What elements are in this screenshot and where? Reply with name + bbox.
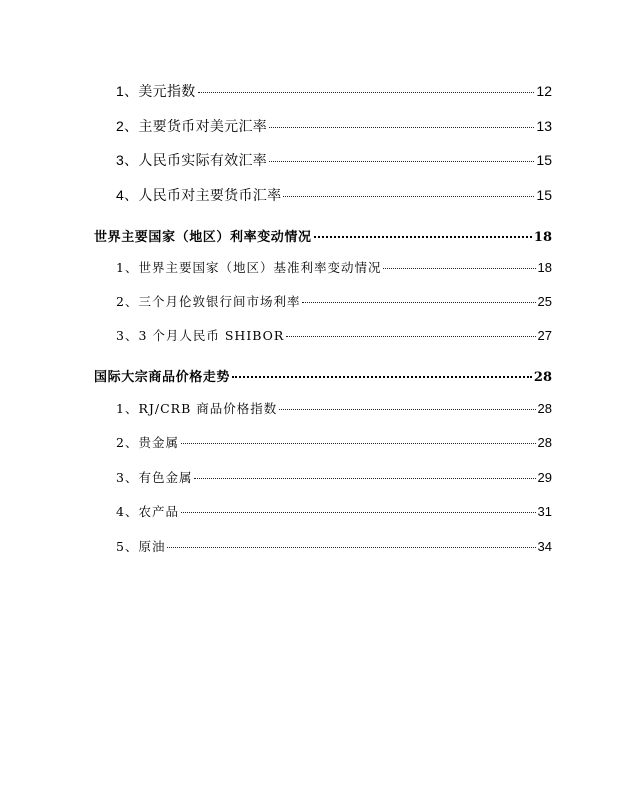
dot-leader xyxy=(279,409,535,410)
toc-entry-precious-metals[interactable] xyxy=(116,436,552,450)
toc-page-number: 28 xyxy=(537,435,552,450)
dot-leader xyxy=(286,336,535,337)
toc-entry-agricultural-products[interactable] xyxy=(116,505,552,519)
dot-leader xyxy=(383,268,535,269)
toc-entry-nonferrous-metals[interactable] xyxy=(116,471,552,485)
dot-leader xyxy=(269,127,534,128)
toc-entry-label: 2、贵金属 xyxy=(116,435,179,450)
toc-entry-crude-oil[interactable] xyxy=(116,540,552,554)
toc-page-number: 13 xyxy=(536,118,552,134)
toc-section-label: 世界主要国家（地区）利率变动情况 xyxy=(94,230,312,245)
toc-entry-label: 1、RJ/CRB 商品价格指数 xyxy=(116,401,278,416)
toc-entry-label: 1、美元指数 xyxy=(116,83,196,99)
toc-entry-label: 3、3 个月人民币 SHIBOR xyxy=(116,328,285,343)
dot-leader xyxy=(269,161,534,162)
toc-page-number: 31 xyxy=(537,504,552,519)
dot-leader xyxy=(232,376,532,378)
toc-page-number: 27 xyxy=(537,328,552,343)
toc-entry-label: 5、原油 xyxy=(116,539,166,554)
toc-page-number: 34 xyxy=(537,539,552,554)
dot-leader xyxy=(167,547,535,548)
toc-page-number: 25 xyxy=(537,294,552,309)
toc-page-number: 15 xyxy=(536,152,552,168)
toc-page-number: 29 xyxy=(537,470,552,485)
toc-section-label: 国际大宗商品价格走势 xyxy=(94,370,231,385)
dot-leader xyxy=(302,302,535,303)
toc-page-number: 28 xyxy=(537,401,552,416)
toc-entry-rmb-vs-major-currencies[interactable] xyxy=(116,188,552,202)
dot-leader xyxy=(314,236,532,238)
toc-entry-label: 3、有色金属 xyxy=(116,470,193,485)
dot-leader xyxy=(194,478,535,479)
toc-entry-major-currencies-vs-usd[interactable] xyxy=(116,119,552,133)
dot-leader xyxy=(283,196,534,197)
toc-page-number: 28 xyxy=(533,370,552,385)
toc-entry-label: 2、主要货币对美元汇率 xyxy=(116,118,268,134)
toc-entry-label: 1、世界主要国家（地区）基准利率变动情况 xyxy=(116,260,382,275)
toc-entry-shibor-3m[interactable] xyxy=(116,329,552,343)
toc-page-number: 18 xyxy=(533,230,552,245)
toc-section-interest-rates[interactable] xyxy=(94,231,552,244)
toc-entry-label: 3、人民币实际有效汇率 xyxy=(116,152,268,168)
toc-page-number: 18 xyxy=(537,260,552,275)
toc-entry-label: 2、三个月伦敦银行间市场利率 xyxy=(116,294,301,309)
toc-entry-label: 4、农产品 xyxy=(116,504,179,519)
dot-leader xyxy=(181,443,536,444)
toc-entry-label: 4、人民币对主要货币汇率 xyxy=(116,187,282,203)
toc-entry-benchmark-rates[interactable] xyxy=(116,261,552,275)
toc-page-number: 12 xyxy=(536,83,552,99)
dot-leader xyxy=(181,512,536,513)
toc-page-number: 15 xyxy=(536,187,552,203)
toc-entry-rmb-real-effective-rate[interactable] xyxy=(116,153,552,167)
toc-section-commodity-prices[interactable] xyxy=(94,371,552,384)
toc-entry-rj-crb-index[interactable] xyxy=(116,402,552,416)
toc-entry-us-dollar-index[interactable] xyxy=(116,84,552,98)
toc-entry-libor-3m[interactable] xyxy=(116,295,552,309)
dot-leader xyxy=(198,92,535,93)
